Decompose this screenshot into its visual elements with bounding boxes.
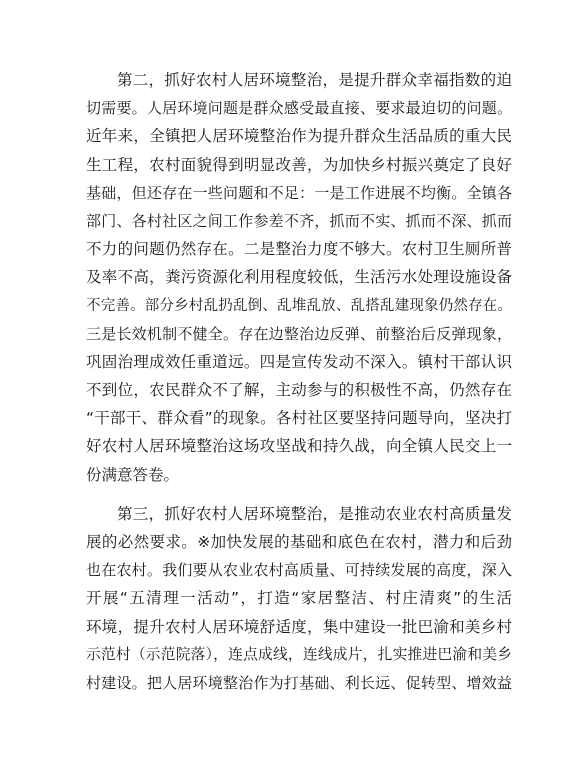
text-line: 环境，提升农村人居环境舒适度，集中建设一批巴渝和美乡村 bbox=[86, 617, 512, 636]
text-line: 开展“五清理一活动”，打造“家居整洁、村庄清爽”的生活 bbox=[86, 589, 512, 608]
text-line: 三是长效机制不健全。存在边整治边反弹、前整治后反弹现象， bbox=[86, 324, 512, 343]
text-line: 切需要。人居环境问题是群众感受最直接、要求最迫切的问题。 bbox=[86, 99, 512, 118]
text-line: 不力的问题仍然存在。二是整治力度不够大。农村卫生厕所普 bbox=[86, 240, 512, 259]
paragraph-gap bbox=[86, 489, 512, 500]
text-line: 生工程，农村面貌得到明显改善，为加快乡村振兴奠定了良好 bbox=[86, 155, 512, 174]
text-line: 不到位，农民群众不了解，主动参与的积极性不高，仍然存在 bbox=[86, 381, 512, 400]
text-line: 也在农村。我们要从农业农村高质量、可持续发展的高度，深入 bbox=[86, 561, 512, 580]
document-page bbox=[86, 66, 512, 697]
text-line: “干部干、群众看”的现象。各村社区要坚持问题导向，坚决打 bbox=[86, 409, 512, 428]
text-line: 份满意答卷。 bbox=[86, 465, 180, 484]
text-line: 好农村人居环境整治这场攻坚战和持久战，向全镇人民交上一 bbox=[86, 437, 512, 456]
text-line: 及率不高，粪污资源化利用程度较低，生活污水处理设施设备 bbox=[86, 268, 512, 287]
paragraph-third bbox=[86, 500, 512, 697]
text-line: 第三，抓好农村人居环境整治，是推动农业农村高质量发 bbox=[117, 504, 512, 523]
text-line: 基础，但还存在一些问题和不足：一是工作进展不均衡。全镇各 bbox=[86, 183, 512, 202]
paragraph-second bbox=[86, 66, 512, 489]
text-line: 村建设。把人居环境整治作为打基础、利长远、促转型、增效益 bbox=[86, 673, 512, 692]
text-line: 第二，抓好农村人居环境整治，是提升群众幸福指数的迫 bbox=[117, 71, 512, 89]
text-line: 展的必然要求。※加快发展的基础和底色在农村，潜力和后劲 bbox=[86, 533, 512, 551]
text-line: 巩固治理成效任重道远。四是宣传发动不深入。镇村干部认识 bbox=[86, 352, 512, 371]
text-line: 不完善。部分乡村乱扔乱倒、乱堆乱放、乱搭乱建现象仍然存在。 bbox=[86, 297, 512, 314]
text-line: 示范村（示范院落），连点成线，连线成片，扎实推进巴渝和美乡 bbox=[86, 645, 512, 663]
text-line: 近年来，全镇把人居环境整治作为提升群众生活品质的重大民 bbox=[86, 127, 512, 146]
text-line: 部门、各村社区之间工作参差不齐，抓而不实、抓而不深、抓而 bbox=[86, 211, 512, 230]
